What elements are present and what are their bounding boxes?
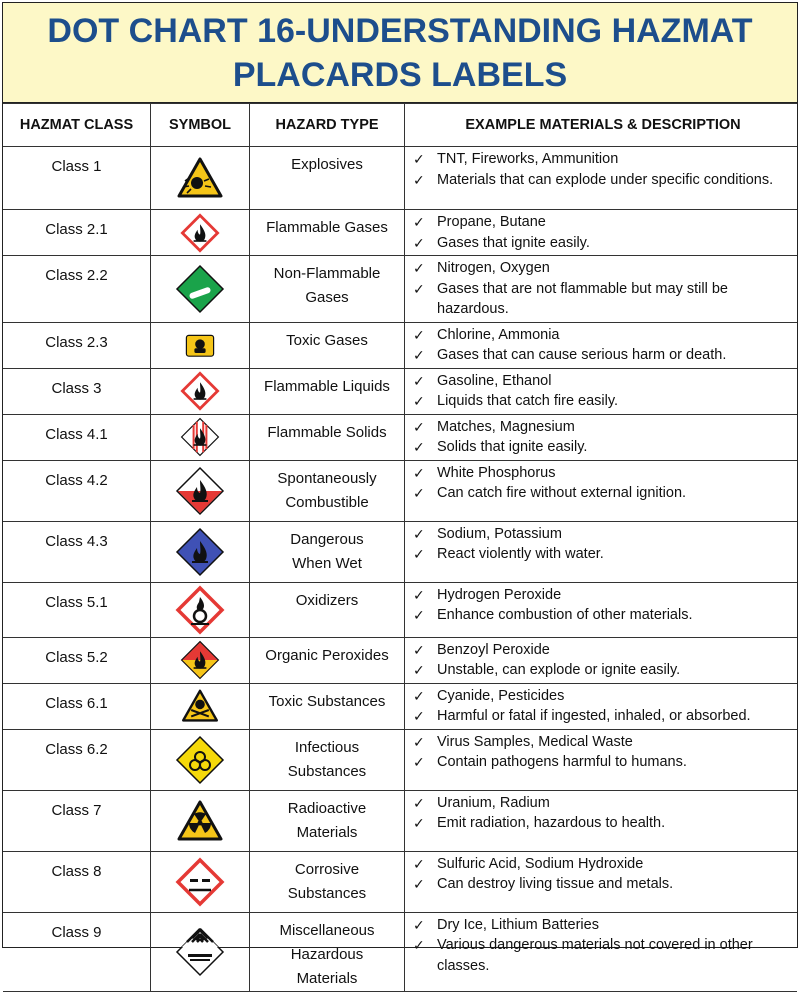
flame-icon xyxy=(180,640,220,680)
hazmat-class-cell: Class 4.2 xyxy=(3,460,151,521)
description-list xyxy=(413,258,793,320)
title-banner xyxy=(3,3,797,103)
description-cell xyxy=(405,582,798,637)
list-item: ✓ Hydrogen Peroxide xyxy=(413,585,793,606)
symbol-cell xyxy=(151,147,250,210)
explosive-icon xyxy=(175,153,225,203)
hazard-type-cell: Miscellaneous Hazardous Materials xyxy=(250,912,405,991)
list-item: ✓ Contain pathogens harmful to humans. xyxy=(413,752,793,773)
flame-striped-icon xyxy=(180,417,220,457)
gas-mask-icon xyxy=(180,325,220,365)
hazmat-class-cell: Class 6.2 xyxy=(3,729,151,790)
description-list xyxy=(413,149,793,190)
description-cell xyxy=(405,683,798,729)
symbol-cell xyxy=(151,460,250,521)
symbol-cell xyxy=(151,790,250,851)
hazmat-class-cell: Class 6.1 xyxy=(3,683,151,729)
table-row xyxy=(3,147,797,210)
symbol-cell xyxy=(151,414,250,460)
chart-page xyxy=(2,2,798,987)
table-row xyxy=(3,322,797,368)
table-row xyxy=(3,637,797,683)
flame-icon xyxy=(180,371,220,411)
hazmat-class-cell: Class 4.1 xyxy=(3,414,151,460)
table-row xyxy=(3,851,797,912)
hazmat-class-cell: Class 9 xyxy=(3,912,151,991)
skull-icon xyxy=(180,686,220,726)
symbol-cell xyxy=(151,912,250,991)
description-cell xyxy=(405,851,798,912)
hazard-type-cell: Organic Peroxides xyxy=(250,637,405,683)
hazard-type-cell: Explosives xyxy=(250,147,405,210)
gas-cylinder-icon xyxy=(175,264,225,314)
hazard-type-cell: Corrosive Substances xyxy=(250,851,405,912)
hazmat-class-cell: Class 8 xyxy=(3,851,151,912)
description-list xyxy=(413,417,793,458)
flame-over-circle-icon xyxy=(175,585,225,635)
list-item: ✓ Harmful or fatal if ingested, inhaled, or absorbed. xyxy=(413,706,793,727)
description-cell xyxy=(405,790,798,851)
description-list xyxy=(413,640,793,681)
hazard-type-cell: Toxic Substances xyxy=(250,683,405,729)
table-row xyxy=(3,210,797,256)
list-item: ✓ Gases that are not flammable but may still be hazardous. xyxy=(413,279,793,320)
hazmat-class-cell: Class 3 xyxy=(3,368,151,414)
hazmat-table xyxy=(3,103,797,992)
description-list xyxy=(413,915,793,977)
description-cell xyxy=(405,637,798,683)
list-item: ✓ Virus Samples, Medical Waste xyxy=(413,732,793,753)
header-class: HAZMAT CLASS xyxy=(3,104,151,147)
symbol-cell xyxy=(151,683,250,729)
description-list xyxy=(413,524,793,565)
list-item: ✓ Chlorine, Ammonia xyxy=(413,325,793,346)
description-cell xyxy=(405,521,798,582)
hazmat-class-cell: Class 4.3 xyxy=(3,521,151,582)
hazard-type-cell: Toxic Gases xyxy=(250,322,405,368)
list-item: ✓ Gases that can cause serious harm or death. xyxy=(413,345,793,366)
description-cell xyxy=(405,210,798,256)
list-item: ✓ Uranium, Radium xyxy=(413,793,793,814)
hazmat-class-cell: Class 2.2 xyxy=(3,256,151,323)
description-list xyxy=(413,212,793,253)
list-item: ✓ Liquids that catch fire easily. xyxy=(413,391,793,412)
header-row xyxy=(3,104,797,147)
hazard-type-cell: Oxidizers xyxy=(250,582,405,637)
description-cell xyxy=(405,460,798,521)
header-symbol: SYMBOL xyxy=(151,104,250,147)
hazmat-class-cell: Class 7 xyxy=(3,790,151,851)
list-item: ✓ Enhance combustion of other materials. xyxy=(413,605,793,626)
list-item: ✓ Matches, Magnesium xyxy=(413,417,793,438)
hazmat-class-cell: Class 5.1 xyxy=(3,582,151,637)
table-row xyxy=(3,521,797,582)
symbol-cell xyxy=(151,637,250,683)
list-item: ✓ Unstable, can explode or ignite easily. xyxy=(413,660,793,681)
symbol-cell xyxy=(151,368,250,414)
list-item: ✓ Propane, Butane xyxy=(413,212,793,233)
list-item: ✓ Can catch fire without external ignition. xyxy=(413,483,793,504)
description-list xyxy=(413,732,793,773)
list-item: ✓ Various dangerous materials not covered in other classes. xyxy=(413,935,793,976)
symbol-cell xyxy=(151,582,250,637)
list-item: ✓ TNT, Fireworks, Ammunition xyxy=(413,149,793,170)
list-item: ✓ Gasoline, Ethanol xyxy=(413,371,793,392)
list-item: ✓ Emit radiation, hazardous to health. xyxy=(413,813,793,834)
list-item: ✓ Sulfuric Acid, Sodium Hydroxide xyxy=(413,854,793,875)
description-cell xyxy=(405,368,798,414)
hazmat-class-cell: Class 2.1 xyxy=(3,210,151,256)
table-row xyxy=(3,683,797,729)
hazard-type-cell: Flammable Solids xyxy=(250,414,405,460)
description-cell xyxy=(405,256,798,323)
table-row xyxy=(3,912,797,991)
flame-icon xyxy=(180,213,220,253)
hazard-type-cell: Radioactive Materials xyxy=(250,790,405,851)
list-item: ✓ Benzoyl Peroxide xyxy=(413,640,793,661)
hazard-type-cell: Spontaneously Combustible xyxy=(250,460,405,521)
table-row xyxy=(3,790,797,851)
table-row xyxy=(3,414,797,460)
hazard-type-cell: Dangerous When Wet xyxy=(250,521,405,582)
description-list xyxy=(413,463,793,504)
header-type: HAZARD TYPE xyxy=(250,104,405,147)
description-cell xyxy=(405,912,798,991)
hazard-type-cell: Non-Flammable Gases xyxy=(250,256,405,323)
list-item: ✓ Nitrogen, Oxygen xyxy=(413,258,793,279)
list-item: ✓ Cyanide, Pesticides xyxy=(413,686,793,707)
description-list xyxy=(413,325,793,366)
list-item: ✓ Can destroy living tissue and metals. xyxy=(413,874,793,895)
header-desc: EXAMPLE MATERIALS & DESCRIPTION xyxy=(405,104,798,147)
description-list xyxy=(413,371,793,412)
symbol-cell xyxy=(151,210,250,256)
hazard-type-cell: Flammable Liquids xyxy=(250,368,405,414)
radiation-icon xyxy=(175,796,225,846)
symbol-cell xyxy=(151,521,250,582)
hazmat-class-cell: Class 2.3 xyxy=(3,322,151,368)
biohazard-icon xyxy=(175,735,225,785)
table-row xyxy=(3,582,797,637)
description-cell xyxy=(405,322,798,368)
description-cell xyxy=(405,414,798,460)
symbol-cell xyxy=(151,256,250,323)
description-list xyxy=(413,854,793,895)
miscellaneous-icon xyxy=(175,927,225,977)
list-item: ✓ Dry Ice, Lithium Batteries xyxy=(413,915,793,936)
list-item: ✓ White Phosphorus xyxy=(413,463,793,484)
flame-icon xyxy=(175,466,225,516)
hazmat-class-cell: Class 5.2 xyxy=(3,637,151,683)
list-item: ✓ Materials that can explode under specific conditions. xyxy=(413,170,793,191)
table-row xyxy=(3,256,797,323)
description-list xyxy=(413,793,793,834)
flame-icon xyxy=(175,527,225,577)
table-row xyxy=(3,729,797,790)
list-item: ✓ Solids that ignite easily. xyxy=(413,437,793,458)
table-row xyxy=(3,460,797,521)
list-item: ✓ Sodium, Potassium xyxy=(413,524,793,545)
symbol-cell xyxy=(151,729,250,790)
hazard-type-cell: Flammable Gases xyxy=(250,210,405,256)
description-cell xyxy=(405,147,798,210)
list-item: ✓ React violently with water. xyxy=(413,544,793,565)
description-list xyxy=(413,585,793,626)
symbol-cell xyxy=(151,322,250,368)
symbol-cell xyxy=(151,851,250,912)
corrosive-icon xyxy=(175,857,225,907)
description-list xyxy=(413,686,793,727)
hazmat-class-cell: Class 1 xyxy=(3,147,151,210)
hazard-type-cell: Infectious Substances xyxy=(250,729,405,790)
page-title: DOT CHART 16-UNDERSTANDING HAZMAT PLACARDS LABELS xyxy=(47,11,753,94)
table-body xyxy=(3,147,797,992)
table-row xyxy=(3,368,797,414)
description-cell xyxy=(405,729,798,790)
list-item: ✓ Gases that ignite easily. xyxy=(413,233,793,254)
